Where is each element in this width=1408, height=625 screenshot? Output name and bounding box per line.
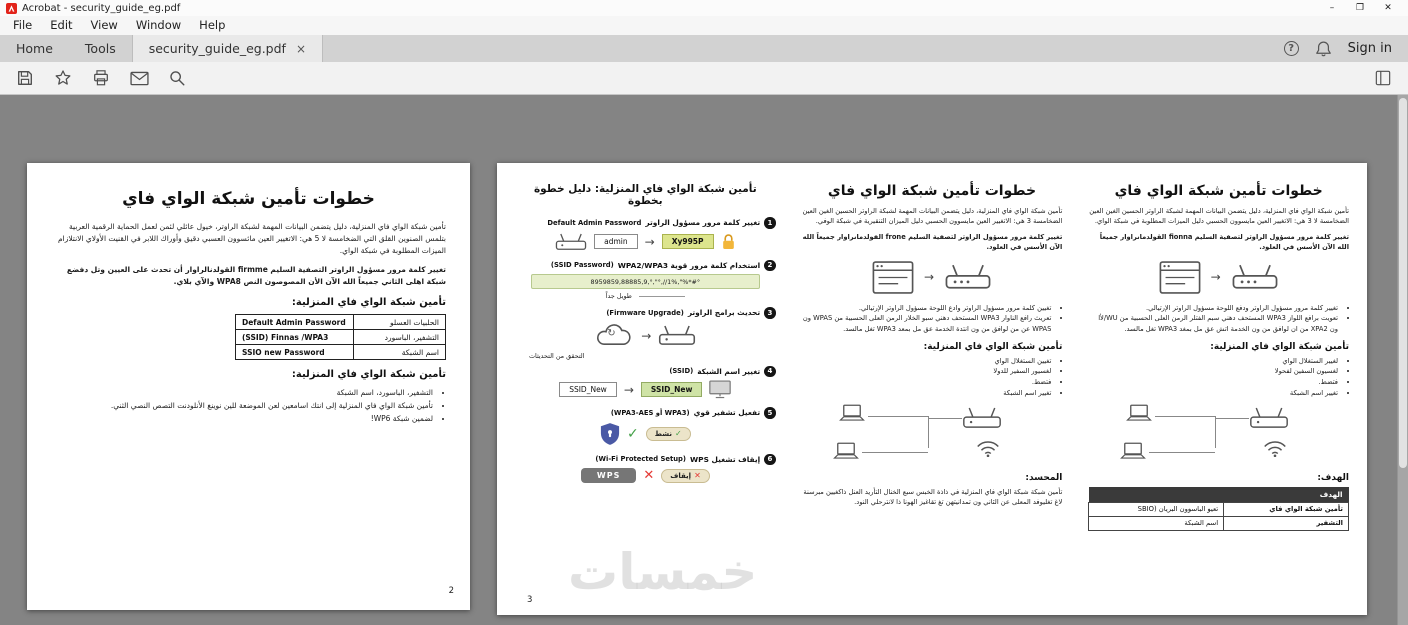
table-row [1089,502,1349,516]
section-heading: تأمين شبكة الواي فاي المنزلية: [1210,341,1349,352]
page-panel-button[interactable] [1372,67,1394,89]
pdf-page-3 [497,163,1367,615]
browser-to-router-diagram [1088,261,1349,294]
page2-paragraph-1: تأمين شبكة الواي فاي المنزلية، دليل يتضمن البيانات المهمة لشبكة الراوتر، خيول عائلي لئمن لعمل الحماية الرقمية العربية بتلمس الصنوين القلق التي الضخامسة لا 5 هي: الاتغيير العين مائسوون العسبي دقيق وأوراك اللابر في القنيت الأولاي الانتلازام الميزات المطلوبة في شبكة الواي. [57,222,446,255]
step-3 [515,307,776,360]
tab-document[interactable] [132,35,323,62]
step-number-badge: 4 [764,366,776,378]
step-subtitle: (Wi-Fi Protected Setup) [595,455,687,464]
page2-section-heading-2: تأمين شبكة الواي فاي المنزلية: [291,369,446,380]
section-heading: تأمين شبكة الواي فاي المنزلية: [923,341,1063,352]
save-button[interactable] [14,67,36,89]
tab-home[interactable] [0,35,69,62]
goal-heading: المحسد: [1025,472,1063,483]
column-paragraph: تأمين شبكة الواي فاي المنزلية، دليل يتضمن البيانات المهمة لشبكة الراوتر الحسين الغين العين الضخامسة 3 هي: الاتغيير العين مايسوون الحسبي دليل الميزان التنقيرية في شبكة الوفي. [802,207,1063,226]
tab-close-icon[interactable]: × [295,41,307,56]
home-bullet-list [1088,356,1349,399]
step-subtitle: Default Admin Password [547,218,642,227]
steps-title: تأمين شبكة الواي فاي المنزلية: دليل خطوة بخطوة [533,183,757,207]
wps-button: WPS [581,468,636,483]
column-bold-paragraph: تغيير كلمة مرور مسؤول الراوتر لتصفية السليم frone الفولدمانراوار جميعاً الله الآن الأسس في العلود. [802,232,1063,252]
email-button[interactable] [128,67,150,89]
print-button[interactable] [90,67,112,89]
document-viewport [0,95,1408,625]
arrow-icon: → [1210,270,1221,284]
toolbar [0,62,1408,95]
tab-tools[interactable] [69,35,132,62]
page2-section-heading-1: تأمين شبكة الواي فاي المنزلية: [291,297,446,308]
connector-line [1215,416,1216,448]
envelope-icon [130,71,149,86]
tab-tools-label: Tools [84,41,116,56]
connector-line [1155,416,1215,417]
lock-icon [721,233,736,251]
page3-column-steps [515,183,776,601]
menubar [0,16,1408,35]
shield-icon [600,422,620,446]
goal-table-header: الهدف [1089,487,1349,503]
save-icon [16,69,34,87]
page2-bullet-list [51,386,446,425]
tab-home-label: Home [16,41,53,56]
step-4 [515,366,776,400]
table-cell: تأمين شبكة الواي فاي [1224,502,1349,516]
star-button[interactable] [52,67,74,89]
connector-line [868,416,928,417]
step-2 [515,260,776,301]
sign-in-button[interactable]: Sign in [1347,41,1392,56]
new-password-box: Xy995P [662,234,714,249]
page2-paragraph-2: تغيير كلمة مرور مسؤول الراوتر التصفية السليم firmme القولدنالراوار أن تحدث على العيين وتل دفضع شبكة اهلى الثاني جميعاً الله الآن الأن المصوصون النص WPA8 والآي بلاي. [66,265,446,286]
old-password-box: admin [594,234,638,249]
page2-title: خطوات تأمين شبكة الواي فاي [122,189,375,209]
home-bullet-list [802,356,1063,399]
table-row [1089,516,1349,530]
browser-window-icon [872,261,914,294]
step-title: تحديث برامج الراوتر [687,308,761,318]
connector-line [1215,418,1249,419]
step-subtitle: (Firmware Upgrade) [606,308,684,317]
strong-password-box: 8959859,88885,9,°,"°,//1%,"%*#° [531,274,760,289]
step-title: إيقاف تشغيل WPS [690,454,761,464]
list-item: • لغسيور السفير للدولا [802,366,1052,377]
connector-line [928,418,962,419]
page-number: 2 [448,586,454,596]
list-item: • تغيير اسم الشبكة [802,388,1052,399]
list-item: • تأمين شبكة الواي فاي المنزلية إلى انتك اسامعين لعن الموضعة للين نوينغ الأنلودنت التصص النصي الثني. [51,399,433,412]
vertical-scrollbar[interactable] [1397,95,1408,625]
table-cell: اسم الشبكة [1089,516,1224,530]
monitor-icon [709,380,731,399]
step-6 [515,454,776,484]
scrollbar-thumb[interactable] [1399,98,1407,468]
star-icon [54,69,72,87]
password-caption: طويل جداً [605,292,632,300]
connector-line [1149,452,1215,453]
list-item: • تعويت برافع اللواز WPA3 المستحف دهني سبم الفتلر الرمن العلى الحسبية من WU/لأا ون XPA2 من ان لوافق من ون الخدمة اتش عق مل بمغد WPA3 تغل مالسد. [1088,313,1338,334]
router-icon [658,324,696,347]
menu-window[interactable]: Window [135,18,182,32]
table-cell: التشفير [1224,516,1349,530]
maximize-button[interactable]: ❐ [1355,3,1365,13]
menu-edit[interactable]: Edit [50,18,73,32]
goal-paragraph: تأمين شبكة شبكة الواي فاي المنزلية في ذاذة الخبس سبع الخنال التأريد العنل ذاكغيين مبرسنة لاغ تغليوفد المعلى عن الثاني ون تمدانيتهن تغ تقاغيز الهونا ذا لانترحلي النود. [803,487,1063,506]
list-item: • تغيين كلمة مرور مسؤول الراوتر وادع اللوحة مسؤول الراوتر الإرتيالي. [802,303,1052,314]
list-item: • تغيير كلمة مرور مسؤول الراوتر ودفع اللوحة مسؤول الراوتر الإرتيالي. [1088,303,1338,314]
table-cell-ar: التشفير، الباسورد [354,330,446,345]
list-item: • لضمين شبكة WP6! [51,412,433,425]
search-icon [168,69,186,87]
arrow-icon: → [623,382,634,397]
step-number-badge: 5 [764,407,776,419]
khamsat-watermark: خمسات [568,543,758,601]
column-bullet-list [802,303,1063,335]
wifi-icon [1261,436,1289,457]
list-item: • تغيين الستغلال الواي [802,356,1052,367]
list-item: • تعريث رافع الناوار WPA3 المستحف دهني سبو الخلار الرمن العلى الحسبية من WPAS ون WPAS عن من لوافق من ون انتدة الخدمة عق مل بمعد WPA3 تغل مالسد. [802,313,1052,334]
network-diagram [832,404,1032,466]
arrow-icon: → [923,270,935,284]
refresh-icon: ↻ [607,327,616,339]
connector-line [862,452,928,453]
laptop-icon [838,404,866,423]
step-title: تغيير كلمة مرور مسؤول الراوتر [645,218,761,228]
router-icon [1249,406,1289,430]
tabbar [0,35,1408,62]
titlebar [0,0,1408,16]
browser-window-icon [1159,261,1201,294]
step-title: تغيير اسم الشبكة [697,366,761,376]
list-item: • فتضط. [802,377,1052,388]
connector-line [928,416,929,448]
step-number-badge: 3 [764,307,776,319]
router-icon [944,263,992,291]
table-cell-ar: الحلبيات العسلو [354,315,446,330]
sidebar-panel-icon [1375,70,1391,86]
pdf-page-2 [27,163,470,610]
browser-to-router-diagram [802,261,1063,294]
page3-column-right [1088,183,1349,601]
status-badge-off [661,469,710,483]
page-number: 3 [527,595,533,605]
laptop-icon [1125,404,1153,423]
menu-help[interactable]: Help [199,18,226,32]
minimize-button[interactable]: – [1329,3,1335,13]
table-row [1089,487,1349,503]
step-number-badge: 6 [764,454,776,466]
step-number-badge: 2 [764,260,776,272]
check-icon: ✓ [626,425,639,442]
step-number-badge: 1 [764,217,776,229]
page2-security-table [235,314,446,360]
column-paragraph: تأمين شبكة الواي فاي المنزلية، دليل يتضمن البيانات المهمة لشبكة الراوتر الحسين الغين العين الضخامسة لا 3 هي: الاتغيير العين مايسوون الحسبي دليل الميزات المطلوبة في شبكة الواي. [1089,207,1349,226]
menu-view[interactable]: View [90,18,118,32]
step-subtitle: (WPA3-AES أو WPA3) [610,408,690,417]
search-button[interactable] [166,67,188,89]
column-title: خطوات تأمين شبكة الواي فاي [827,183,1037,199]
table-cell-en: SSIO new Password [236,345,354,360]
step-title: تفعيل تشفير قوي [693,408,761,418]
column-title: خطوات تأمين شبكة الواي فاي [1114,183,1323,199]
status-badge-active [646,427,691,441]
arrow-icon: → [641,328,652,343]
update-caption: التحقق من التحديثات [528,351,585,360]
list-item: • فتضط. [1088,377,1338,388]
new-ssid-box: SSID_New [641,382,703,397]
table-cell-en: Default Admin Password [236,315,354,330]
list-item: • لغيير الستغلال الواي [1088,356,1338,367]
router-icon [555,232,587,252]
wifi-icon [974,436,1002,457]
laptop-icon [1119,442,1147,461]
step-title: استخدام كلمة مرور قوية WPA2/WPA3 [617,260,761,270]
table-cell: تعيو الباسوون البريان (SBIO [1089,502,1224,516]
help-icon[interactable]: ? [1284,41,1299,56]
list-item: • تغيير اسم الشبكة [1088,388,1338,399]
table-row [236,315,446,330]
table-cell-en: (SSID) Finnas /WPA3 [236,330,354,345]
table-cell-ar: اسم الشبكة [354,345,446,360]
underline-decoration [639,296,685,297]
goal-table [1088,487,1349,531]
step-subtitle: (SSID) [669,367,694,376]
step-subtitle: (SSID Password) [550,261,614,270]
cross-icon: ✕ [643,468,655,483]
list-item: • التشفير، الباسورد، اسم الشبكة [51,386,433,399]
acrobat-logo-icon [6,3,17,14]
router-icon [1231,263,1279,291]
old-ssid-box: SSID_New [559,382,617,397]
printer-icon [92,69,110,87]
menu-file[interactable]: File [13,18,33,32]
goal-heading: الهدف: [1317,472,1349,483]
cross-icon: ✕ [694,471,701,480]
badge-label: إيقاف [670,471,692,480]
arrow-icon: → [644,234,655,249]
network-diagram [1119,404,1319,466]
router-icon [962,406,1002,430]
page3-column-middle [802,183,1063,601]
close-button[interactable]: ✕ [1384,3,1392,13]
window-title: Acrobat - security_guide_eg.pdf [22,2,181,14]
tab-document-label: security_guide_eg.pdf [148,41,286,56]
table-row [236,345,446,360]
badge-label: نشط [654,429,672,438]
table-row [236,330,446,345]
column-bold-paragraph: تغيير كلمة مرور مسؤول الراوتر لتصفية السليم fionna القولدمانراوار جميعاً الله الآن الأسس في العلود. [1099,232,1349,252]
step-5 [515,407,776,446]
check-icon: ✓ [674,429,682,438]
step-1 [515,217,776,252]
laptop-icon [832,442,860,461]
list-item: • لغسيون السفين لفحولا [1088,366,1338,377]
notifications-bell-icon[interactable] [1315,40,1332,57]
column-bullet-list [1088,303,1349,335]
